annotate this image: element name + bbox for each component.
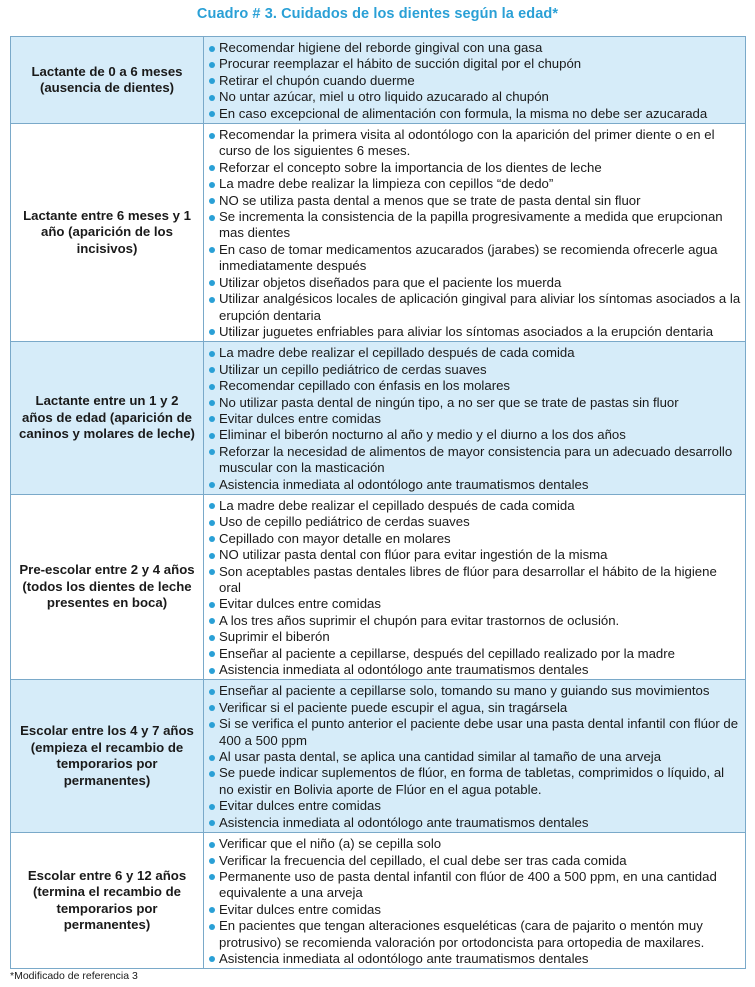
recommendation-text: Enseñar al paciente a cepillarse, después del cepillado realizado por la madre: [219, 645, 675, 661]
recommendation-text: Al usar pasta dental, se aplica una cantidad similar al tamaño de una arveja: [219, 749, 662, 765]
recommendation-text: Utilizar juguetes enfriables para aliviar los síntomas asociados a la erupción dentaria: [219, 323, 714, 339]
list-item: [208, 176, 741, 192]
bullet-icon: [209, 804, 215, 810]
bullet-icon: [209, 95, 215, 101]
recommendations-cell: [204, 37, 746, 124]
bullet-icon: [209, 907, 215, 913]
recommendation-text: Evitar dulces entre comidas: [219, 901, 381, 917]
recommendation-text: Son aceptables pastas dentales libres de flúor para desarrollar el hábito de la higiene oral: [219, 563, 717, 595]
bullet-icon: [209, 842, 215, 848]
recommendation-text: Verificar que el niño (a) se cepilla solo: [219, 836, 442, 852]
recommendation-text: En caso de tomar medicamentos azucarados (jarabes) se recomienda ofrecerle agua inmediatamente después: [219, 241, 718, 274]
bullet-icon: [209, 689, 215, 695]
age-group-cell: Lactante entre un 1 y 2 años de edad (aparición de caninos y molares de leche): [11, 342, 204, 495]
list-item: [208, 89, 741, 105]
bullet-icon: [209, 602, 215, 608]
recommendation-text: A los tres años suprimir el chupón para evitar trastornos de oclusión.: [219, 612, 620, 628]
bullet-icon: [209, 280, 215, 286]
list-item: [208, 324, 741, 340]
bullet-icon: [209, 433, 215, 439]
list-item: [208, 869, 741, 902]
recommendation-text: Si se verifica el punto anterior el paciente debe usar una pasta dental infantil con flúor de 400 a 500 ppm: [219, 716, 739, 748]
recommendation-text: No untar azúcar, miel u otro liquido azucarado al chupón: [219, 89, 549, 105]
list-item: [208, 547, 741, 563]
table-row: [11, 833, 746, 969]
bullet-icon: [209, 182, 215, 188]
bullet-icon: [209, 956, 215, 962]
age-group-cell: Escolar entre 6 y 12 años (termina el recambio de temporarios por permanentes): [11, 833, 204, 969]
list-item: [208, 291, 741, 324]
list-item: [208, 477, 741, 493]
table-title: Cuadro # 3. Cuidados de los dientes según la edad*: [196, 6, 559, 22]
bullet-icon: [209, 416, 215, 422]
list-item: [208, 662, 741, 678]
recommendations-cell: [204, 124, 746, 342]
bullet-icon: [209, 635, 215, 641]
list-item: [208, 444, 741, 477]
list-item: [208, 716, 741, 749]
list-item: [208, 564, 741, 597]
recommendation-text: Procurar reemplazar el hábito de succión digital por el chupón: [219, 56, 582, 72]
recommendation-text: Asistencia inmediata al odontólogo ante traumatismos dentales: [219, 814, 589, 830]
bullet-icon: [209, 924, 215, 930]
recommendation-text: Uso de cepillo pediátrico de cerdas suaves: [219, 514, 470, 530]
bullet-icon: [209, 78, 215, 84]
recommendation-text: La madre debe realizar el cepillado después de cada comida: [219, 497, 575, 513]
recommendation-text: Reforzar el concepto sobre la importancia de los dientes de leche: [219, 159, 602, 175]
list-item: [208, 127, 741, 160]
list-item: [208, 700, 741, 716]
bullet-icon: [209, 351, 215, 357]
recommendation-text: Enseñar al paciente a cepillarse solo, tomando su mano y guiando sus movimientos: [219, 683, 710, 699]
age-group-cell: Lactante entre 6 meses y 1 año (aparición de los incisivos): [11, 124, 204, 342]
age-group-cell: Lactante de 0 a 6 meses (ausencia de dientes): [11, 37, 204, 124]
recommendation-text: En pacientes que tengan alteraciones esqueléticas (cara de pajarito o mentón muy protrusivo) se recomienda valoración por ortodoncista para ortopedia de maxilares.: [219, 918, 705, 950]
list-item: [208, 683, 741, 699]
table-body: [11, 37, 746, 969]
list-item: [208, 160, 741, 176]
list-item: [208, 514, 741, 530]
list-item: [208, 275, 741, 291]
recommendation-text: Cepillado con mayor detalle en molares: [219, 530, 451, 546]
bullet-icon: [209, 820, 215, 826]
recommendation-text: Se incrementa la consistencia de la papilla progresivamente a medida que erupcionan mas dientes: [219, 209, 723, 241]
list-item: [208, 613, 741, 629]
list-item: [208, 378, 741, 394]
bullet-icon: [209, 503, 215, 509]
bullet-icon: [209, 705, 215, 711]
list-item: [208, 749, 741, 765]
recommendation-list: [208, 683, 741, 831]
bullet-icon: [209, 111, 215, 117]
recommendation-text: Asistencia inmediata al odontólogo ante traumatismos dentales: [219, 476, 589, 492]
bullet-icon: [209, 367, 215, 373]
recommendation-text: Utilizar objetos diseñados para que el paciente los muerda: [219, 274, 562, 290]
recommendation-text: Evitar dulces entre comidas: [219, 410, 381, 426]
list-item: [208, 836, 741, 852]
table-row: [11, 680, 746, 833]
recommendation-text: Permanente uso de pasta dental infantil con flúor de 400 a 500 ppm, en una cantidad equivalente a una arveja: [219, 868, 717, 901]
bullet-icon: [209, 755, 215, 761]
bullet-icon: [209, 520, 215, 526]
bullet-icon: [209, 771, 215, 777]
bullet-icon: [209, 384, 215, 390]
list-item: [208, 193, 741, 209]
list-item: [208, 73, 741, 89]
list-item: [208, 209, 741, 242]
bullet-icon: [209, 62, 215, 68]
list-item: [208, 106, 741, 122]
recommendation-list: [208, 127, 741, 340]
bullet-icon: [209, 858, 215, 864]
list-item: [208, 56, 741, 72]
bullet-icon: [209, 482, 215, 488]
list-item: [208, 815, 741, 831]
list-item: [208, 902, 741, 918]
recommendation-text: Evitar dulces entre comidas: [219, 798, 381, 814]
list-item: [208, 395, 741, 411]
recommendation-list: [208, 40, 741, 122]
recommendation-list: [208, 836, 741, 967]
recommendation-text: Verificar la frecuencia del cepillado, el cual debe ser tras cada comida: [219, 852, 627, 868]
bullet-icon: [209, 329, 215, 335]
bullet-icon: [209, 46, 215, 52]
recommendations-cell: [204, 833, 746, 969]
bullet-icon: [209, 569, 215, 575]
recommendation-text: Recomendar higiene del reborde gingival con una gasa: [219, 40, 543, 55]
list-item: [208, 427, 741, 443]
recommendation-text: Se puede indicar suplementos de flúor, en forma de tabletas, comprimidos o líquido, al no existir en Bolivia aporte de Flúor en el agua potable.: [219, 765, 725, 797]
bullet-icon: [209, 297, 215, 303]
bullet-icon: [209, 722, 215, 728]
age-group-cell: Pre-escolar entre 2 y 4 años (todos los dientes de leche presentes en boca): [11, 494, 204, 679]
recommendation-text: Utilizar un cepillo pediátrico de cerdas suaves: [219, 361, 487, 377]
list-item: [208, 853, 741, 869]
age-group-cell: Escolar entre los 4 y 7 años (empieza el recambio de temporarios por permanentes): [11, 680, 204, 833]
bullet-icon: [209, 668, 215, 674]
bullet-icon: [209, 400, 215, 406]
bullet-icon: [209, 215, 215, 221]
recommendation-text: Eliminar el biberón nocturno al año y medio y el diurno a los dos años: [219, 427, 626, 443]
recommendations-cell: [204, 342, 746, 495]
bullet-icon: [209, 247, 215, 253]
recommendation-text: Suprimir el biberón: [219, 629, 330, 645]
list-item: [208, 362, 741, 378]
recommendation-text: No utilizar pasta dental de ningún tipo, a no ser que se trate de pastas sin fluor: [219, 394, 679, 410]
recommendation-text: Utilizar analgésicos locales de aplicación gingival para aliviar los síntomas asociados a la erupción dentaria: [219, 291, 741, 323]
footnote: *Modificado de referencia 3: [10, 970, 138, 982]
recommendation-list: [208, 345, 741, 493]
table-row: [11, 342, 746, 495]
recommendation-text: Recomendar cepillado con énfasis en los molares: [219, 378, 511, 394]
list-item: [208, 918, 741, 951]
list-item: [208, 596, 741, 612]
table-row: [11, 494, 746, 679]
list-item: [208, 798, 741, 814]
list-item: [208, 951, 741, 967]
recommendation-list: [208, 498, 741, 678]
recommendations-cell: [204, 494, 746, 679]
recommendation-text: La madre debe realizar la limpieza con cepillos “de dedo”: [219, 176, 554, 192]
recommendation-text: NO se utiliza pasta dental a menos que se trate de pasta dental sin fluor: [219, 192, 641, 208]
dental-care-table: [10, 36, 746, 969]
list-item: [208, 345, 741, 361]
bullet-icon: [209, 133, 215, 139]
recommendation-text: Verificar si el paciente puede escupir el agua, sin tragársela: [219, 699, 568, 715]
recommendation-text: En caso excepcional de alimentación con formula, la misma no debe ser azucarada: [219, 105, 708, 121]
list-item: [208, 242, 741, 275]
recommendation-text: NO utilizar pasta dental con flúor para evitar ingestión de la misma: [219, 547, 608, 563]
bullet-icon: [209, 165, 215, 171]
list-item: [208, 411, 741, 427]
recommendations-cell: [204, 680, 746, 833]
recommendation-text: Retirar el chupón cuando duerme: [219, 72, 415, 88]
recommendation-text: Evitar dulces entre comidas: [219, 596, 381, 612]
bullet-icon: [209, 874, 215, 880]
recommendation-text: Asistencia inmediata al odontólogo ante traumatismos dentales: [219, 662, 589, 678]
list-item: [208, 40, 741, 56]
bullet-icon: [209, 198, 215, 204]
list-item: [208, 629, 741, 645]
list-item: [208, 765, 741, 798]
recommendation-text: Asistencia inmediata al odontólogo ante traumatismos dentales: [219, 950, 589, 966]
table-row: [11, 37, 746, 124]
recommendation-text: Recomendar la primera visita al odontólogo con la aparición del primer diente o en el curso de los siguientes 6 meses.: [219, 127, 715, 159]
list-item: [208, 531, 741, 547]
bullet-icon: [209, 449, 215, 455]
bullet-icon: [209, 618, 215, 624]
bullet-icon: [209, 536, 215, 542]
recommendation-text: La madre debe realizar el cepillado después de cada comida: [219, 345, 575, 361]
bullet-icon: [209, 553, 215, 559]
bullet-icon: [209, 651, 215, 657]
list-item: [208, 498, 741, 514]
table-row: [11, 124, 746, 342]
recommendation-text: Reforzar la necesidad de alimentos de mayor consistencia para un adecuado desarrollo muscular con la masticación: [219, 443, 733, 476]
list-item: [208, 646, 741, 662]
